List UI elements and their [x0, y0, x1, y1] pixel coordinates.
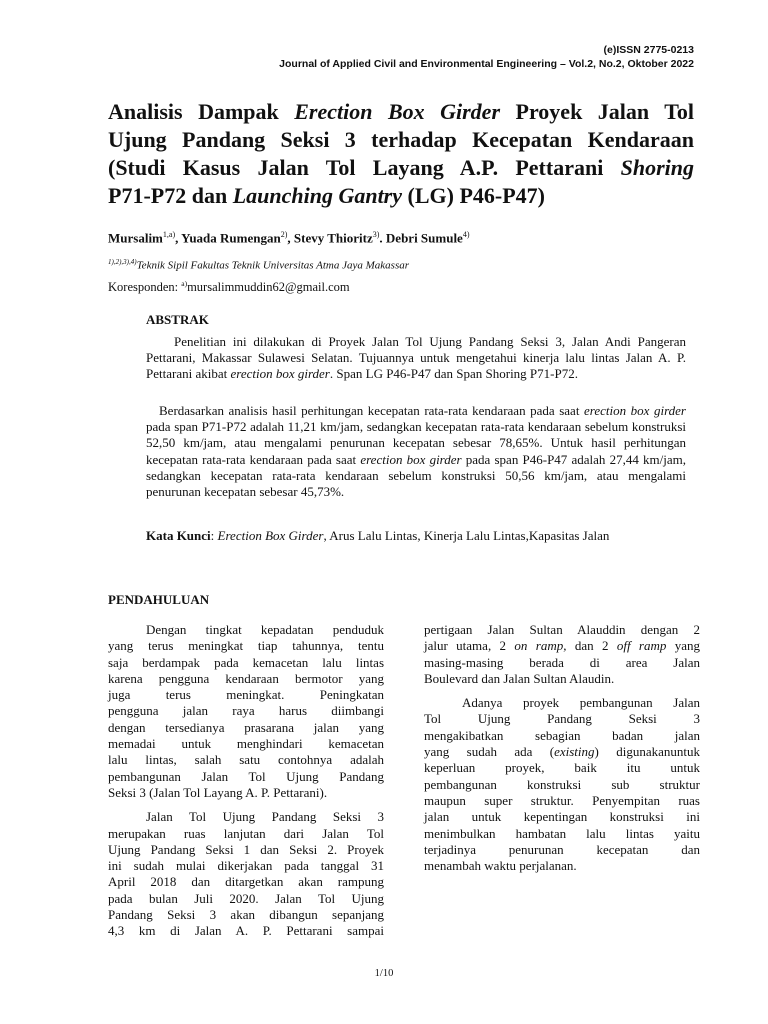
author-affil-mark: 3) [372, 230, 380, 239]
left-column [108, 622, 384, 940]
issn-text: (e)ISSN 2775-0213 [603, 44, 694, 56]
text-line: yang terus meningkat tiap tahunnya, tentu [108, 638, 384, 654]
text-run: yang [666, 638, 700, 654]
text-line: menimbulkan hambatan lalu lintas yaitu [424, 825, 700, 841]
abstract-text: Penelitian ini dilakukan di Proyek Jalan Tol Ujung Pandang Seksi 3, Jalan Andi Pangeran Pettarani, Makassar Sulawesi Selatan. Tujuannya untuk mengetahui kinerja lalu lintas Jalan A. P. Pettarani akibat [146, 334, 686, 382]
abstract-italic-text: erection box girder [230, 366, 330, 382]
title-line-1 [108, 98, 694, 126]
keywords [146, 527, 686, 544]
text-line: karena pengguna kendaraan bermotor yang [108, 670, 384, 686]
right-column [424, 622, 700, 874]
title-text: (Studi Kasus Jalan Tol Layang A.P. Pettarani [108, 155, 621, 180]
text-line: juga terus meningkat. Peningkatan [108, 687, 384, 703]
text-line: dengan tersedianya prasarana jalan yang [108, 719, 384, 735]
text-line: mengakibatkan sebagian badan jalan [424, 727, 700, 743]
text-run: dan 2 [566, 638, 617, 654]
text-line: pembangunan konstruksi sub struktur [424, 776, 700, 792]
title-italic-text: Shoring [620, 155, 694, 180]
title-italic-text: Launching Gantry [232, 183, 403, 208]
keyword-item: Erection Box Girder [217, 528, 324, 543]
text-line: merupakan ruas lanjutan dari Jalan Tol [108, 825, 384, 841]
journal-header [279, 43, 694, 71]
author-affil-mark: 4) [462, 230, 470, 239]
italic-run: on ramp, [514, 638, 567, 654]
intro-paragraph-1 [108, 622, 384, 801]
text-run: jalur utama, 2 [424, 638, 515, 654]
intro-paragraph-4 [424, 695, 700, 874]
abstract-text: pada span P46-P47 adalah 27,44 km/jam, sedangkan kecepatan rata-rata kendaraan sebelum konstruksi 50,56 km/jam, atau mengalami penurunan kecepatan sebesar 45,73%. [146, 451, 686, 500]
text-line: Pandang Seksi 3 akan dibangun sepanjang [108, 907, 384, 923]
keyword-list: , Arus Lalu Lintas, Kinerja Lalu Lintas,Kapasitas Jalan [323, 528, 610, 543]
abstract-text: . Span LG P46-P47 dan Span Shoring P71-P72. [329, 366, 578, 382]
text-line: pembangunan Jalan Tol Ujung Pandang [108, 768, 384, 784]
text-run: ) digunakanuntuk [594, 744, 700, 760]
journal-citation: Journal of Applied Civil and Environmental Engineering – Vol.2, No.2, Oktober 2022 [279, 58, 694, 70]
keywords-label: Kata Kunci [146, 528, 211, 543]
affiliation-mark: 1),2),3),4) [108, 258, 137, 266]
text-line: Ujung Pandang Seksi 1 dan Seksi 2. Proyek [108, 841, 384, 857]
paper-title [108, 98, 694, 210]
correspondent-email[interactable]: mursalimmuddin62@gmail.com [187, 280, 350, 295]
affiliation [108, 258, 409, 272]
correspondent [108, 279, 350, 295]
italic-run: existing [554, 744, 595, 760]
text-line: saja berdampak pada kemacetan lalu lintas [108, 654, 384, 670]
author-name: , Yuada Rumengan [175, 230, 281, 246]
section-heading: PENDAHULUAN [108, 592, 210, 607]
abstract-text: pada span P71-P72 adalah 11,21 km/jam, sedangkan kecepatan rata-rata kendaraan sebelum konstruksi 52,50 km/jam, atau mengalami penurunan kecepatan sebesar 78,65%. Untuk hasil perhitungan kecepatan rata-rata kendaraan pada saat [146, 419, 686, 467]
abstract-italic-text: erection box girder [583, 403, 686, 418]
title-text: P71-P72 dan [108, 183, 233, 208]
text-line: Dengan tingkat kepadatan penduduk [146, 622, 384, 637]
title-line-2: Ujung Pandang Seksi 3 terhadap Kecepatan Kendaraan [108, 127, 694, 152]
text-line: Tol Ujung Pandang Seksi 3 [424, 711, 700, 727]
author-name: Mursalim [108, 230, 163, 246]
text-line [424, 638, 700, 654]
text-line: Boulevard dan Jalan Sultan Alaudin. [424, 670, 615, 686]
affiliation-text: Teknik Sipil Fakultas Teknik Universitas Atma Jaya Makassar [136, 259, 410, 272]
keywords-separator: : [210, 528, 218, 543]
intro-paragraph-2 [108, 809, 384, 939]
correspondent-mark: a) [181, 279, 188, 288]
text-line: keperluan proyek, baik itu untuk [424, 760, 700, 776]
abstract-heading: ABSTRAK [146, 312, 209, 327]
text-line: Seksi 3 (Jalan Tol Layang A. P. Pettarani). [108, 784, 328, 800]
text-line: pengguna jalan raya harus diimbangi [108, 703, 384, 719]
text-line: ini sudah mulai dikerjakan pada tanggal 31 [108, 858, 384, 874]
text-line: terjadinya penurunan kecepatan dan [424, 841, 700, 857]
title-text: Proyek Jalan Tol [500, 99, 694, 124]
abstract-paragraph-1 [146, 334, 686, 383]
author-list [108, 230, 470, 246]
title-line-3 [108, 154, 694, 182]
text-line: Jalan Tol Ujung Pandang Seksi 3 [146, 809, 384, 825]
abstract-text: Berdasarkan analisis hasil perhitungan kecepatan rata-rata kendaraan pada saat [159, 403, 584, 418]
text-line [424, 744, 700, 760]
text-line: masing-masing berada di area Jalan [424, 654, 700, 670]
abstract-italic-text: erection box girder [360, 451, 462, 467]
italic-run: off ramp [616, 638, 667, 654]
text-line: pada bulan Juli 2020. Jalan Tol Ujung [108, 890, 384, 906]
title-text: (LG) P46-P47) [402, 183, 545, 208]
text-line: lalu lintas, salah satu contohnya adalah [108, 752, 384, 768]
text-line: jalan untuk kepentingan konstruksi ini [424, 809, 700, 825]
intro-paragraph-3 [424, 622, 700, 687]
title-italic-text: Erection Box Girder [294, 99, 501, 124]
author-name: . Debri Sumule [379, 230, 463, 246]
text-line: memadai untuk menghindari kemacetan [108, 736, 384, 752]
text-line: menambah waktu perjalanan. [424, 858, 577, 874]
title-line-4 [108, 182, 694, 210]
text-line: 4,3 km di Jalan A. P. Pettarani sampai [108, 923, 384, 939]
text-line: Adanya proyek pembangunan Jalan [462, 695, 700, 711]
correspondent-label: Koresponden: [108, 280, 182, 295]
text-line: April 2018 dan ditargetkan akan rampung [108, 874, 384, 890]
text-line: pertigaan Jalan Sultan Alauddin dengan 2 [424, 622, 700, 637]
text-run: yang sudah ada ( [424, 744, 555, 760]
text-line: maupun super struktur. Penyempitan ruas [424, 792, 700, 808]
author-name: , Stevy Thioritz [287, 230, 373, 246]
abstract-paragraph-2 [146, 403, 686, 500]
page-number: 1/10 [374, 968, 394, 979]
author-affil-mark: 1,a) [162, 230, 176, 239]
title-text: Analisis Dampak [108, 99, 295, 124]
author-affil-mark: 2) [280, 230, 288, 239]
